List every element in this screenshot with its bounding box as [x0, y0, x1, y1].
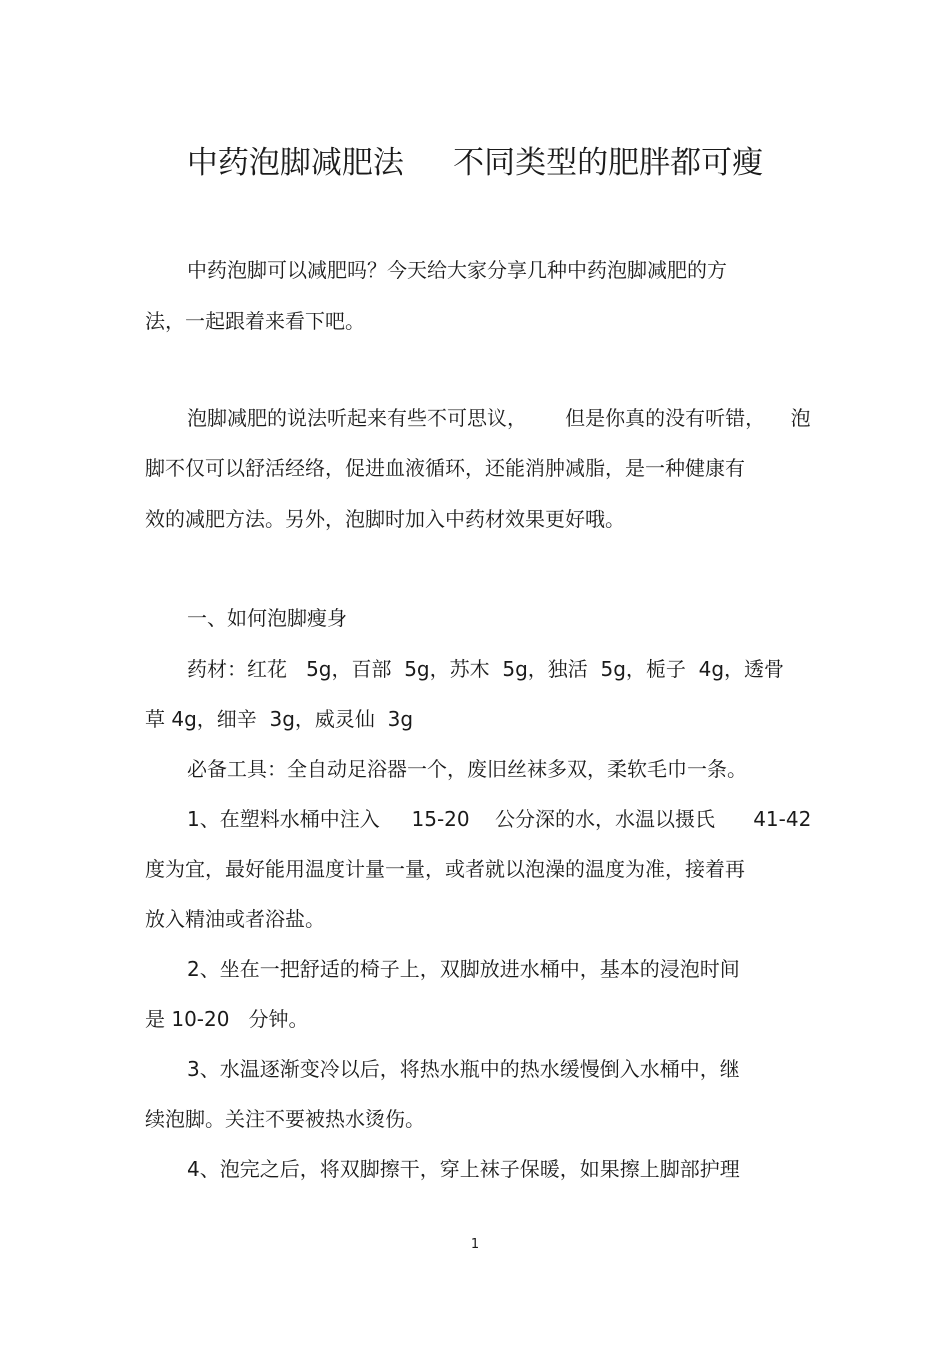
paragraph2-line-1: 泡脚减肥的说法听起来有些不可思议， 但是你真的没有听错， 泡: [187, 406, 811, 430]
page-title: 中药泡脚减肥法 不同类型的肥胖都可瘦: [186, 145, 764, 181]
paragraph2-line-2: 脚不仅可以舒活经络，促进血液循环，还能消肿减脂，是一种健康有: [145, 456, 745, 480]
step2-line-1: 2、坐在一把舒适的椅子上，双脚放进水桶中，基本的浸泡时间: [187, 957, 740, 981]
tools-line: 必备工具：全自动足浴器一个，废旧丝袜多双，柔软毛巾一条。: [187, 757, 747, 781]
herbs-line-2: 草 4g，细辛 3g，威灵仙 3g: [145, 707, 414, 731]
section-heading: 一、如何泡脚瘦身: [187, 606, 347, 630]
step4-line-1: 4、泡完之后，将双脚擦干，穿上袜子保暖，如果擦上脚部护理: [187, 1157, 740, 1181]
intro-line-2: 法，一起跟着来看下吧。: [145, 309, 365, 333]
intro-line-1: 中药泡脚可以减肥吗？今天给大家分享几种中药泡脚减肥的方: [187, 258, 727, 282]
step1-line-2: 度为宜，最好能用温度计量一量，或者就以泡澡的温度为准，接着再: [145, 857, 745, 881]
herbs-line-1: 药材：红花 5g，百部 5g，苏木 5g，独活 5g，栀子 4g，透骨: [187, 657, 785, 681]
step2-line-2: 是 10-20 分钟。: [145, 1007, 309, 1031]
step1-line-3: 放入精油或者浴盐。: [145, 907, 325, 931]
step3-line-1: 3、水温逐渐变冷以后，将热水瓶中的热水缓慢倒入水桶中，继: [187, 1057, 740, 1081]
step1-line-1: 1、在塑料水桶中注入 15-20 公分深的水，水温以摄氏 41-42: [187, 807, 812, 831]
step3-line-2: 续泡脚。关注不要被热水烫伤。: [145, 1107, 425, 1131]
paragraph2-line-3: 效的减肥方法。另外，泡脚时加入中药材效果更好哦。: [145, 507, 625, 531]
page-number: 1: [470, 1237, 480, 1252]
